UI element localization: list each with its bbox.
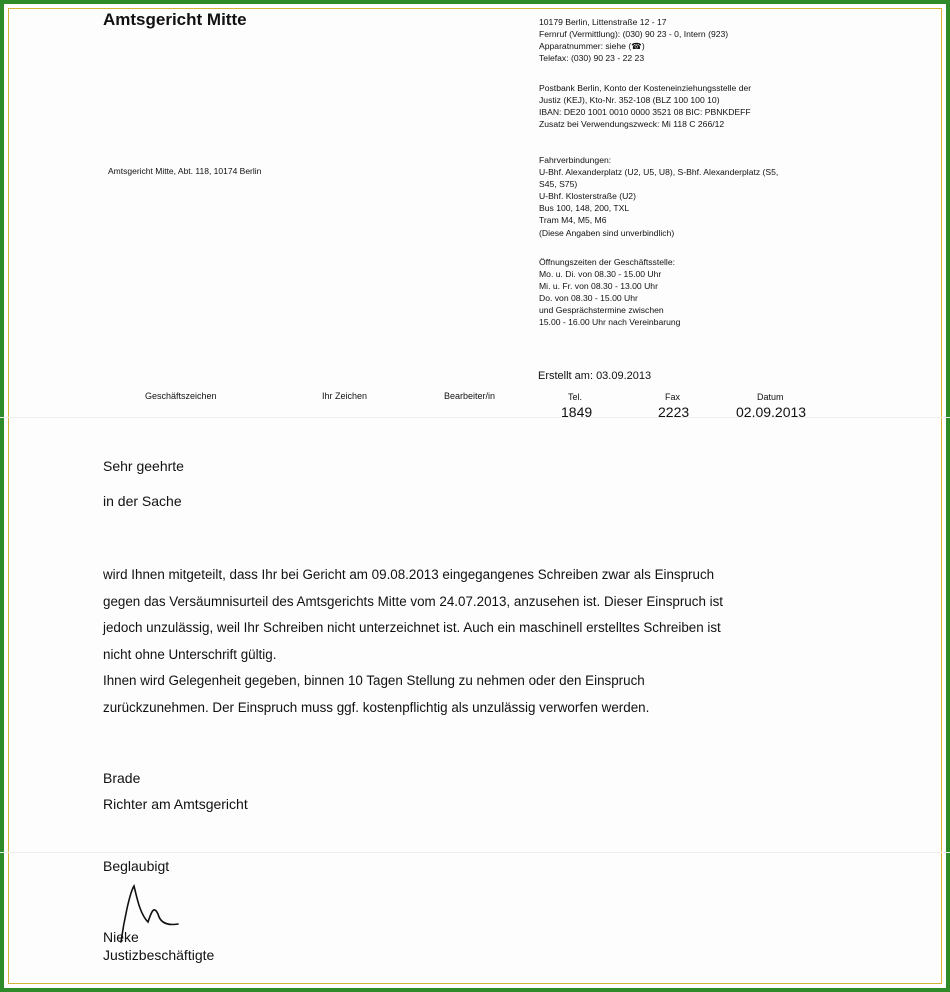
transport-line: U-Bhf. Alexanderplatz (U2, U5, U8), S-Bhf. Alexanderplatz (S5, [539,167,779,178]
scan-line [0,417,950,418]
body-line: zurückzunehmen. Der Einspruch muss ggf. kostenpflichtig als unzulässig verworfen werden. [103,699,650,715]
body-line: jedoch unzulässig, weil Ihr Schreiben nicht unterzeichnet ist. Auch ein maschinell erstelltes Schreiben ist [103,620,721,635]
matter-line: in der Sache [103,493,182,509]
hours-line: Do. von 08.30 - 15.00 Uhr [539,293,638,304]
body-line: wird Ihnen mitgeteilt, dass Ihr bei Gericht am 09.08.2013 eingegangenes Schreiben zwar als Einspruch [103,567,715,582]
judge-title: Richter am Amtsgericht [103,796,248,812]
bank-line: IBAN: DE20 1001 0010 0000 3521 08 BIC: PBNKDEFF [539,107,751,118]
judge-name: Brade [103,770,141,786]
transport-block [539,154,778,239]
transport-line: S45, S75) [539,179,578,190]
phone-line: Fernruf (Vermittlung): (030) 90 23 - 0, Intern (923) [539,29,729,40]
ihr-zeichen-label: Ihr Zeichen [322,391,368,401]
transport-line: U-Bhf. Klosterstraße (U2) [539,191,636,202]
transport-line: (Diese Angaben sind unverbindlich) [539,227,675,238]
bank-block [539,82,751,130]
created-date: Erstellt am: 03.09.2013 [538,370,652,382]
letter-body [103,562,723,721]
geschaeftszeichen-label: Geschäftszeichen [145,391,217,401]
scan-line [0,852,950,853]
hours-line: und Gesprächstermine zwischen [539,305,664,316]
extension-line: Apparatnummer: siehe (☎) [539,41,645,52]
tel-value: 1849 [561,404,593,420]
datum-value: 02.09.2013 [736,404,807,420]
hours-line: Mo. u. Di. von 08.30 - 15.00 Uhr [539,269,662,280]
clerk-title: Justizbeschäftigte [103,947,215,963]
body-line: gegen das Versäumnisurteil des Amtsgerichts Mitte vom 24.07.2013, anzusehen ist. Dieser Einspruch ist [103,593,724,609]
fax-line: Telefax: (030) 90 23 - 22 23 [539,53,645,64]
transport-title: Fahrverbindungen: [539,155,612,165]
contact-block [539,16,728,64]
hours-line: 15.00 - 16.00 Uhr nach Vereinbarung [539,317,681,328]
hours-line: Mi. u. Fr. von 08.30 - 13.00 Uhr [539,281,658,292]
court-name: Amtsgericht Mitte [103,10,247,29]
fax-value: 2223 [658,404,690,420]
sender-line: Amtsgericht Mitte, Abt. 118, 10174 Berlin [108,166,262,176]
datum-label: Datum [757,392,784,402]
bank-line: Zusatz bei Verwendungszweck: Mi 118 C 266/12 [539,119,725,130]
tel-label: Tel. [568,392,583,402]
bank-line: Justiz (KEJ), Kto-Nr. 352-108 (BLZ 100 100 10) [539,95,720,106]
salutation: Sehr geehrte [103,458,184,474]
clerk-name: Nieke [103,929,139,945]
transport-line: Bus 100, 148, 200, TXL [539,203,630,214]
body-line: nicht ohne Unterschrift gültig. [103,646,277,662]
fax-label: Fax [665,392,681,402]
body-line: Ihnen wird Gelegenheit gegeben, binnen 10 Tagen Stellung zu nehmen oder den Einspruch [103,673,645,688]
transport-line: Tram M4, M5, M6 [539,215,607,226]
court-address: 10179 Berlin, Littenstraße 12 - 17 [539,17,667,27]
hours-title: Öffnungszeiten der Geschäftsstelle: [539,257,675,267]
bank-line: Postbank Berlin, Konto der Kosteneinziehungsstelle der [539,83,752,93]
certified-label: Beglaubigt [103,858,170,874]
bearbeiter-label: Bearbeiter/in [444,391,496,401]
hours-block [539,256,680,329]
